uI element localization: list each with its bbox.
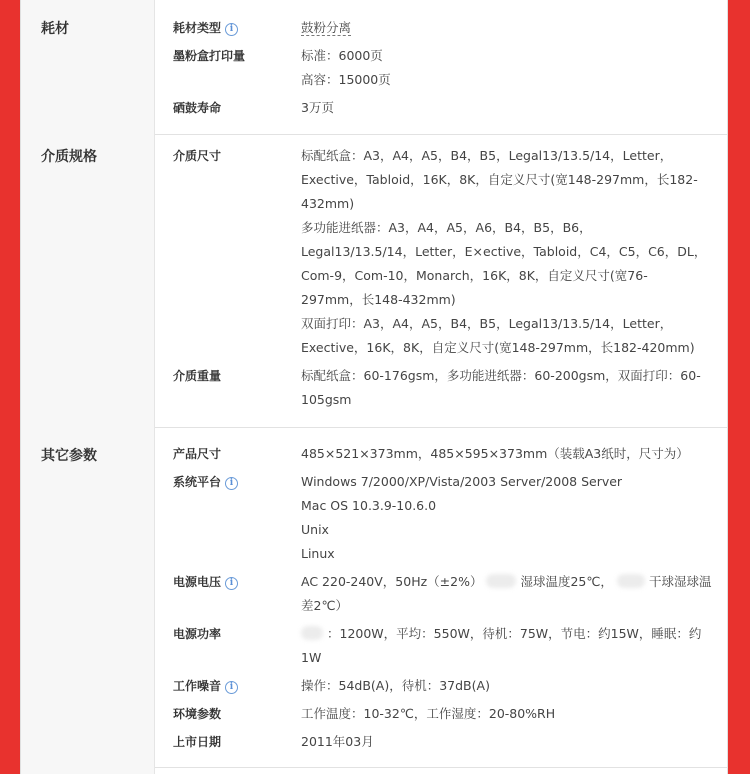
section-title: 其它参数: [41, 448, 97, 464]
spec-value: [301, 442, 711, 466]
value-line: Exective，16K，8K，自定义尺寸(宽148-297mm，长182-420mm): [301, 340, 695, 355]
value-line: 双面打印：A3，A4，A5，B4，B5，Legal13/13.5/14，Letter，: [301, 316, 673, 331]
section-other: [21, 427, 727, 768]
spec-value: 2011年03月: [301, 734, 374, 749]
spec-value: [301, 364, 711, 412]
value-line: Unix: [301, 522, 329, 537]
value-line: 标准：6000页: [301, 48, 383, 63]
section-title: 介质规格: [41, 149, 97, 165]
info-icon[interactable]: i: [225, 477, 238, 490]
info-icon[interactable]: i: [225, 577, 238, 590]
spec-label: 系统平台 i: [173, 470, 238, 494]
value-line: Com-9，Com-10，Monarch，16K，8K，自定义尺寸(宽76-: [301, 268, 648, 283]
value-line: ：1200W，平均：550W，待机：75W，节电：约15W，睡眠：约: [301, 622, 711, 646]
value-line: Linux: [301, 546, 335, 561]
value-line: 标配纸盒：A3，A4，A5，B4，B5，Legal13/13.5/14，Letter，: [301, 148, 673, 163]
section-header-column: [21, 767, 155, 774]
spec-value: [301, 622, 711, 670]
spec-value: [301, 570, 711, 618]
value-line: 高容：15000页: [301, 72, 391, 87]
value-line: Mac OS 10.3.9-10.6.0: [301, 498, 437, 513]
value-line: Windows 7/2000/XP/Vista/2003 Server/2008 Server: [301, 474, 623, 489]
spec-value: [301, 44, 711, 92]
section-header-column: [21, 427, 155, 767]
spec-value: [301, 144, 711, 360]
obscured-text: [301, 626, 323, 640]
spec-label: 硒鼓寿命: [173, 101, 222, 115]
value-line: Exective，Tabloid，16K，8K，自定义尺寸(宽148-297mm，长182-: [301, 172, 698, 187]
spec-value: 工作温度：10-32℃，工作湿度：20-80%RH: [301, 706, 556, 721]
spec-label: 电源功率: [173, 627, 222, 641]
spec-label: 耗材类型 i: [173, 16, 238, 40]
spec-panel: [20, 0, 728, 774]
spec-label: 墨粉盒打印量: [173, 49, 246, 63]
info-icon[interactable]: i: [225, 681, 238, 694]
spec-value: 操作：54dB(A)，待机：37dB(A): [301, 678, 490, 693]
spec-label: 环境参数: [173, 707, 222, 721]
value-line: 1W: [301, 650, 322, 665]
value-line: 485×521×373mm，485×595×373mm（装载A3纸时，尺寸为）: [301, 446, 689, 461]
section-consumables: [21, 0, 727, 135]
value-line: Legal13/13.5/14，Letter，E×ective，Tabloid，C4，C5，C6，DL，: [301, 244, 707, 259]
spec-value: [301, 470, 711, 566]
spec-label: 介质重量: [173, 369, 222, 383]
value-line: 多功能进纸器：A3，A4，A5，A6，B4，B5，B6，: [301, 220, 592, 235]
value-line: 432mm): [301, 196, 355, 211]
spec-value: [301, 16, 711, 40]
section-next: [21, 767, 727, 774]
spec-value: 3万页: [301, 100, 334, 115]
section-header-column: [21, 134, 155, 427]
spec-label: 上市日期: [173, 735, 222, 749]
value-line: 差2℃）: [301, 598, 348, 613]
obscured-text: [486, 574, 516, 588]
value-line: 105gsm: [301, 392, 352, 407]
section-title: 耗材: [41, 21, 69, 37]
consumable-type-link[interactable]: 鼓粉分离: [301, 20, 352, 35]
value-line: 297mm，长148-432mm): [301, 292, 456, 307]
value-line: AC 220-240V，50Hz（±2%） 湿球温度25℃， 干球湿球温: [301, 574, 712, 589]
section-media: [21, 134, 727, 428]
value-line: 标配纸盒：60-176gsm，多功能进纸器：60-200gsm，双面打印：60-: [301, 368, 701, 383]
spec-label: 工作噪音 i: [173, 674, 238, 698]
spec-label: 电源电压 i: [173, 570, 238, 594]
obscured-text: [617, 574, 645, 588]
spec-label: 产品尺寸: [173, 447, 222, 461]
spec-label: 介质尺寸: [173, 149, 222, 163]
info-icon[interactable]: i: [225, 23, 238, 36]
